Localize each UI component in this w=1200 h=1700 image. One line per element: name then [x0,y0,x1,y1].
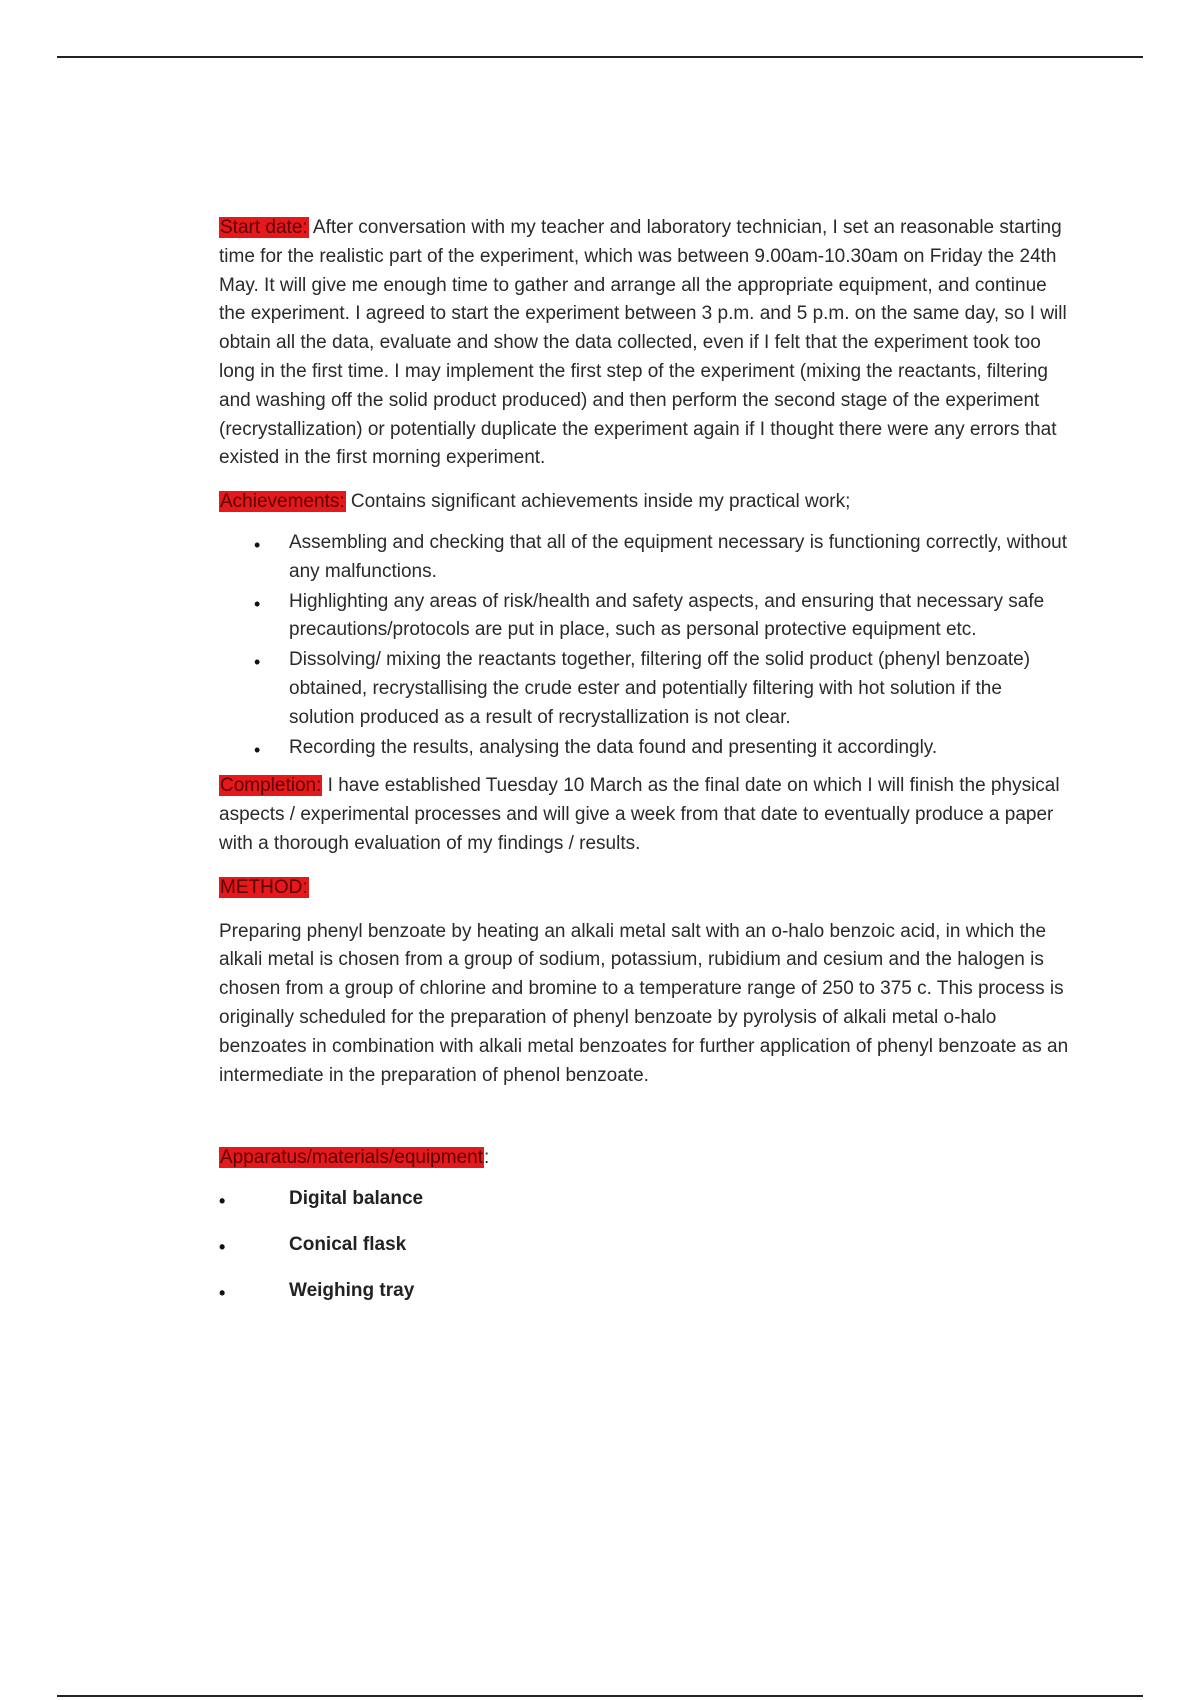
achievements-intro: Contains significant achievements inside my practical work; [345,491,851,513]
bullet-icon: • [254,739,261,760]
completion-text: I have established Tuesday 10 March as the final date on which I will finish the physical aspects / experimental processes and will give a week from that date to eventually produce a paper with a thorough evaluation of my findings / results. [219,775,1060,854]
apparatus-colon: : [483,1147,490,1169]
method-paragraph: Preparing phenyl benzoate by heating an alkali metal salt with an o-halo benzoic acid, in which the alkali metal is chosen from a group of sodium, potassium, rubidium and cesium and the halogen is chosen from a group of chlorine and bromine to a temperature range of 250 to 375 c. This process is originally scheduled for the preparation of phenyl benzoate by pyrolysis of alkali metal o-halo benzoates in combination with alkali metal benzoates for further application of phenyl benzoate as an intermediate in the preparation of phenol benzoate. [219,920,1069,1086]
list-item: • Recording the results, analysing the data found and presenting it accordingly. [219,734,1069,763]
list-item: • Assembling and checking that all of the equipment necessary is functioning correctly, without any malfunctions. [254,531,1068,582]
list-item: • Highlighting any areas of risk/health and safety aspects, and ensuring that necessary safe precautions/protocols are put in place, such as personal protective equipment etc. [254,590,1045,641]
completion-paragraph [219,772,1069,858]
list-item: • Digital balance [219,1185,1069,1231]
bullet-icon: • [254,652,261,673]
method-label: METHOD: [220,876,308,898]
method-heading [219,874,1069,903]
start-date-label: Start date: [220,217,308,238]
achievements-label: Achievements: [220,491,345,513]
bullet-icon: • [219,1283,226,1304]
list-item: • Conical flask [219,1231,1069,1277]
start-date-paragraph [219,214,1069,473]
header-rule [57,56,1143,58]
apparatus-heading [219,1144,1069,1173]
start-date-text: After conversation with my teacher and laboratory technician, I set an reasonable starting time for the realistic part of the experiment, which was between 9.00am-10.30am on Friday the 24th May. It will give me enough time to gather and arrange all the appropriate equipment, and continue the experiment. I agreed to start the experiment between 3 p.m. and 5 p.m. on the same day, so I will obtain all the data, evaluate and show the data collected, even if I felt that the experiment took too long in the first time. I may implement the first step of the experiment (mixing the reactants, filtering and washing off the solid product produced) and then perform the second stage of the experiment (recrystallization) or potentially duplicate the experiment again if I thought there were any errors that existed in the first morning experiment. [219,217,1067,469]
achievements-list [219,529,1069,762]
footer-rule [57,1695,1143,1697]
apparatus-list [219,1185,1069,1323]
bullet-icon: • [254,593,261,614]
apparatus-label: Apparatus/materials/equipment [220,1147,483,1169]
bullet-icon: • [219,1191,226,1212]
list-item: • Dissolving/ mixing the reactants together, filtering off the solid product (phenyl benzoate) obtained, recrystallising the crude ester and potentially filtering with hot solution if the solution produced as a result of recrystallization is not clear. [254,649,1031,728]
document-body [219,214,1069,1323]
achievements-paragraph [219,488,1069,517]
bullet-icon: • [254,534,261,555]
bullet-icon: • [219,1237,226,1258]
list-item: • Weighing tray [219,1277,1069,1323]
completion-label: Completion: [220,775,322,797]
